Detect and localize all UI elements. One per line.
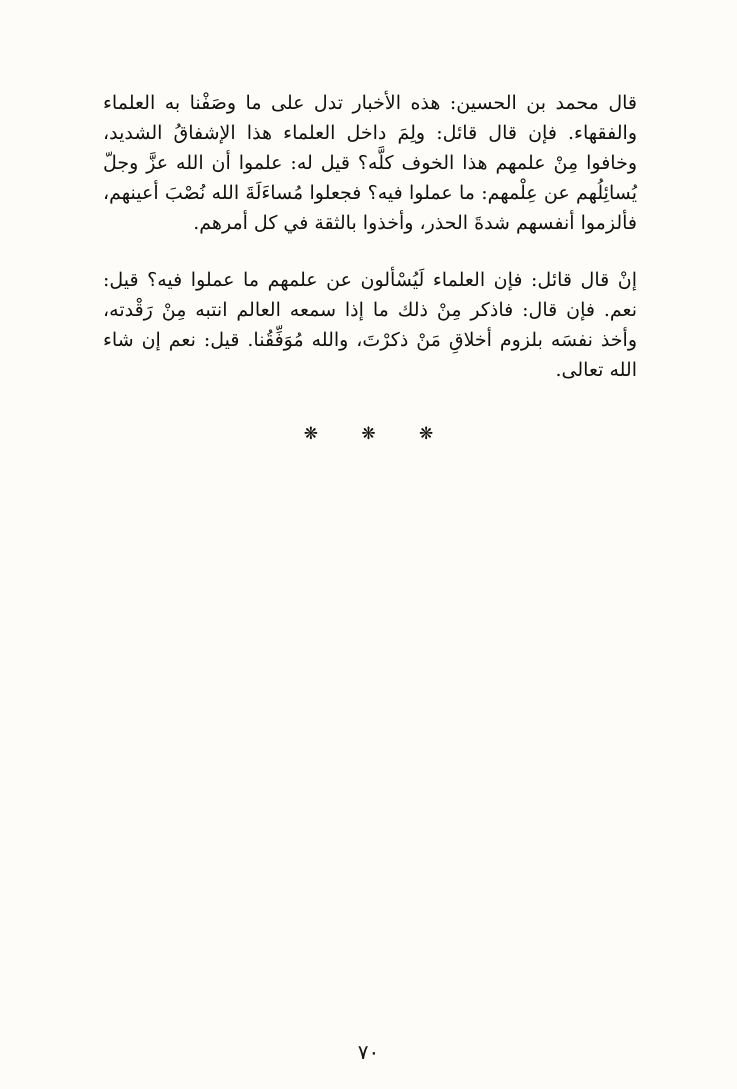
separator-star-icon: ❋ [361,424,376,444]
separator-star-icon: ❋ [303,424,318,444]
paragraph-2: إنْ قال قائل: فإن العلماء لَيُسْألون عن علمهم ما عملوا فيه؟ قيل: نعم. فإن قال: فاذكر مِنْ ذلك ما إذا سمعه العالم انتبه مِنْ رَقْدته، وأخذ نفسَه بلزوم أخلاقِ مَنْ ذكرْتَ، والله مُوَفِّقُنا. قيل: نعم إن شاء الله تعالى. [103,269,637,381]
page-number: ٧٠ [357,1040,380,1064]
paragraph-1: قال محمد بن الحسين: هذه الأخبار تدل على ما وصَفْنا به العلماء والفقهاء. فإن قال قائل: ولِمَ داخل العلماء هذا الإشفاقُ الشديد، وخافوا مِنْ علمهم هذا الخوف كلَّه؟ قيل له: علموا أن الله عزَّ وجلّ يُسائِلُهم عن عِلْمهم: ما عملوا فيه؟ فجعلوا مُساءَلَةَ الله نُصْبَ أعينهم، فألزموا أنفسهم شدةَ الحذر، وأخذوا بالثقة في كل أمرهم. [103,92,637,234]
section-separator [0,424,737,444]
separator-star-icon: ❋ [419,424,434,444]
